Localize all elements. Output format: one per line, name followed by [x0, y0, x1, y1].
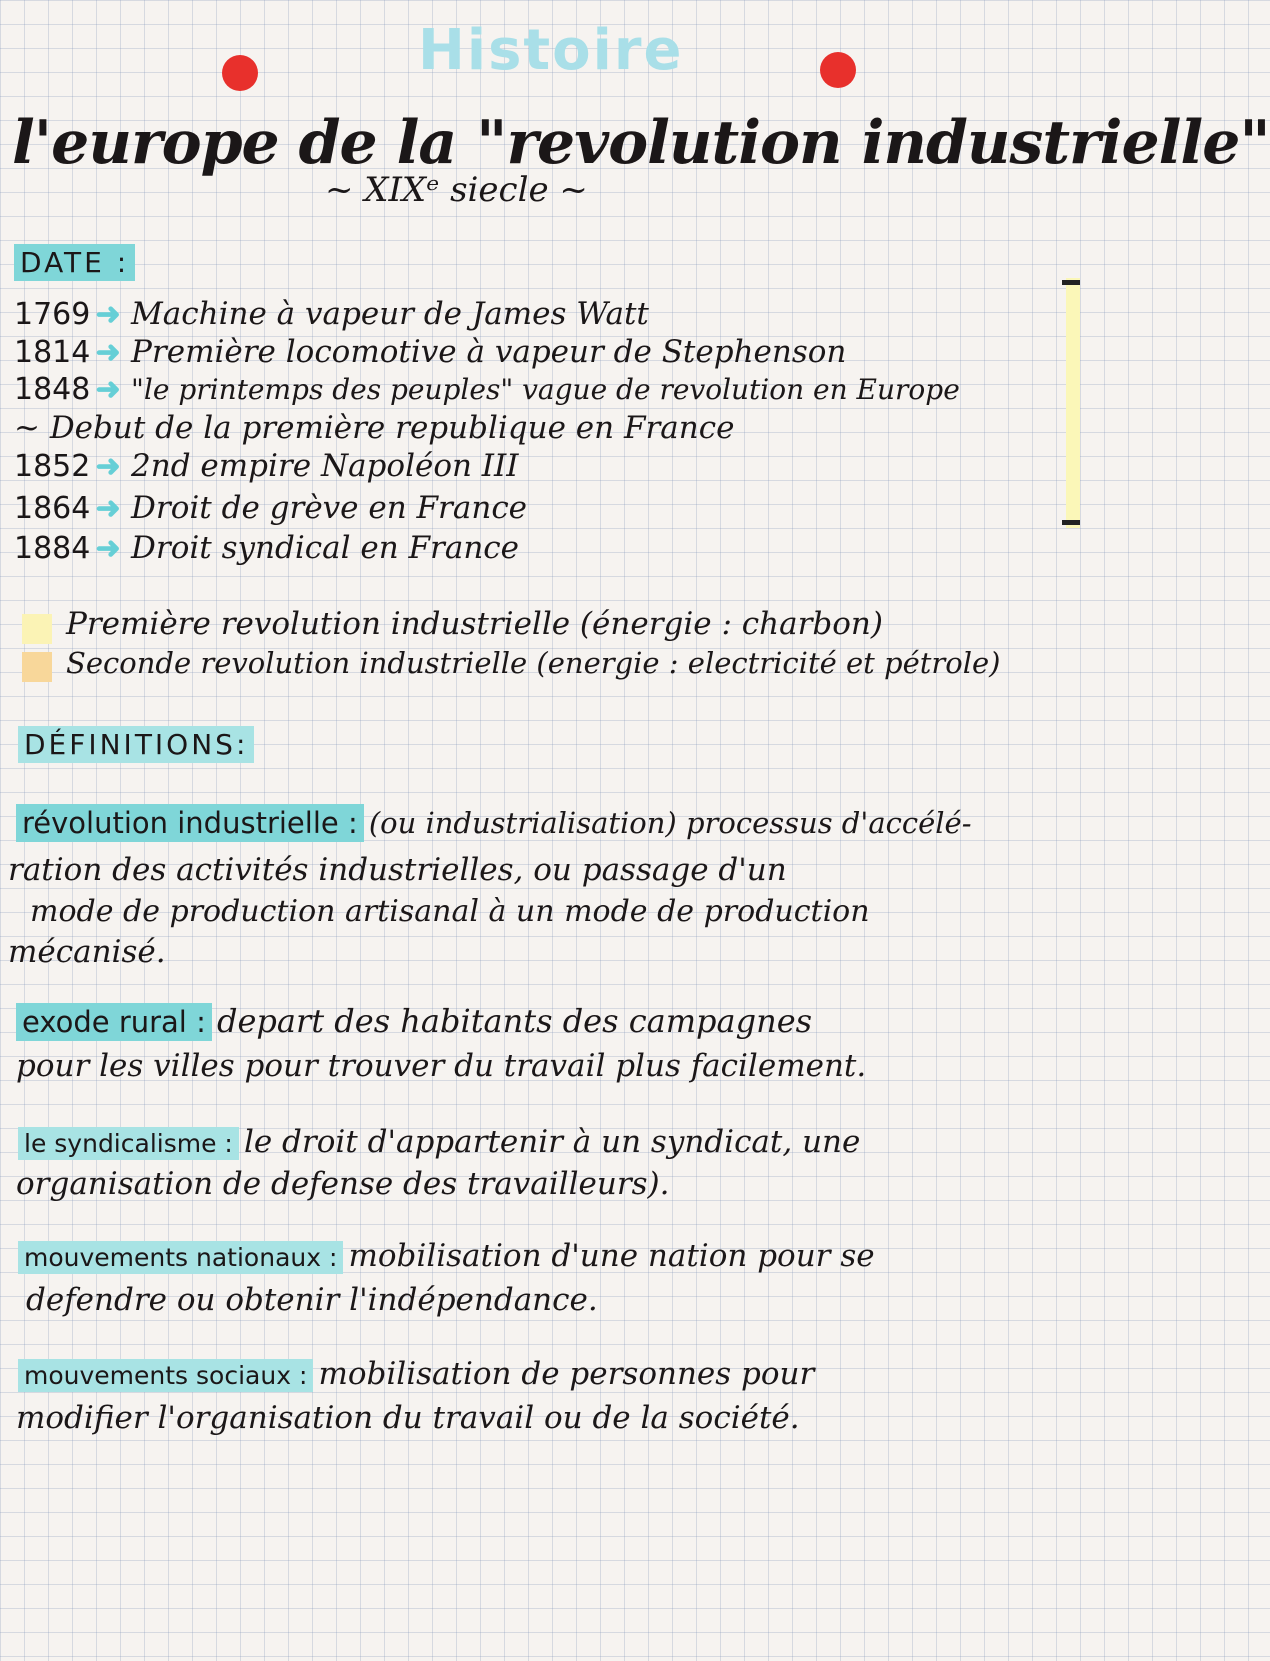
- page-subtitle: ~ XIXᵉ siecle ~: [325, 170, 588, 210]
- definition-line: organisation de defense des travailleurs).: [16, 1166, 670, 1202]
- arrow-icon: ➜: [95, 449, 132, 484]
- side-mark-top: [1062, 280, 1080, 285]
- date-year: 1814: [14, 335, 91, 370]
- arrow-icon: ➜: [95, 335, 132, 370]
- definition-line: pour les villes pour trouver du travail plus facilement.: [16, 1048, 867, 1084]
- definition-item: [18, 1124, 860, 1160]
- date-event: Droit syndical en France: [131, 530, 520, 566]
- red-dot-left: [222, 55, 258, 91]
- dates-heading: DATE :: [14, 244, 135, 281]
- arrow-icon: ➜: [95, 491, 132, 526]
- arrow-icon: ➜: [95, 297, 132, 332]
- definition-line: (ou industrialisation) processus d'accélé-: [368, 806, 972, 840]
- definition-term: exode rural :: [16, 1003, 212, 1041]
- definition-item: [18, 1356, 814, 1392]
- page-title: l'europe de la "revolution industrielle": [12, 108, 1270, 178]
- arrow-icon: ➜: [95, 531, 132, 566]
- date-row: [14, 448, 519, 484]
- date-event: ~ Debut de la première republique en France: [14, 410, 735, 446]
- definition-line: mobilisation d'une nation pour se: [348, 1238, 875, 1274]
- definition-line: le droit d'appartenir à un syndicat, une: [243, 1124, 861, 1160]
- subject-title: Histoire: [418, 18, 684, 83]
- definition-term: mouvements nationaux :: [18, 1241, 343, 1274]
- definition-item: [16, 1002, 812, 1040]
- definition-term: mouvements sociaux :: [18, 1359, 313, 1392]
- date-row: [14, 410, 734, 446]
- side-tab: [1066, 278, 1080, 528]
- definition-term: le syndicalisme :: [18, 1127, 239, 1160]
- date-year: 1884: [14, 531, 91, 566]
- date-year: 1864: [14, 491, 91, 526]
- definition-item: [18, 1238, 875, 1274]
- definition-line: modifier l'organisation du travail ou de la société.: [16, 1400, 800, 1436]
- definition-line: mode de production artisanal à un mode de production: [30, 894, 870, 929]
- red-dot-right: [820, 52, 856, 88]
- side-mark-bottom: [1062, 520, 1080, 525]
- date-event: 2nd empire Napoléon III: [131, 448, 519, 484]
- definitions-heading: DÉFINITIONS:: [18, 726, 254, 763]
- date-event: Droit de grève en France: [131, 490, 528, 526]
- date-year: 1769: [14, 297, 91, 332]
- legend-swatch-second: [22, 652, 52, 682]
- date-row: [14, 490, 527, 526]
- date-year: 1852: [14, 449, 91, 484]
- definition-line: defendre ou obtenir l'indépendance.: [26, 1282, 598, 1318]
- legend-swatch-first: [22, 614, 52, 644]
- definition-line: mécanisé.: [8, 934, 166, 970]
- arrow-icon: ➜: [95, 372, 132, 407]
- legend-first: Première revolution industrielle (énergie : charbon): [66, 606, 883, 642]
- date-event: Première locomotive à vapeur de Stephenson: [131, 334, 847, 370]
- definition-line: mobilisation de personnes pour: [318, 1356, 815, 1392]
- date-year: 1848: [14, 372, 91, 407]
- date-row: [14, 334, 846, 370]
- date-event: Machine à vapeur de James Watt: [131, 296, 649, 332]
- definition-line: ration des activités industrielles, ou passage d'un: [8, 852, 787, 888]
- definition-term: révolution industrielle :: [16, 804, 364, 842]
- date-row: [14, 296, 649, 332]
- definition-item: [16, 806, 972, 840]
- legend-second: Seconde revolution industrielle (energie : electricité et pétrole): [66, 646, 1001, 680]
- date-event: "le printemps des peuples" vague de revolution en Europe: [131, 373, 960, 406]
- date-row: [14, 530, 519, 566]
- date-row: [14, 372, 960, 407]
- definition-line: depart des habitants des campagnes: [216, 1002, 813, 1040]
